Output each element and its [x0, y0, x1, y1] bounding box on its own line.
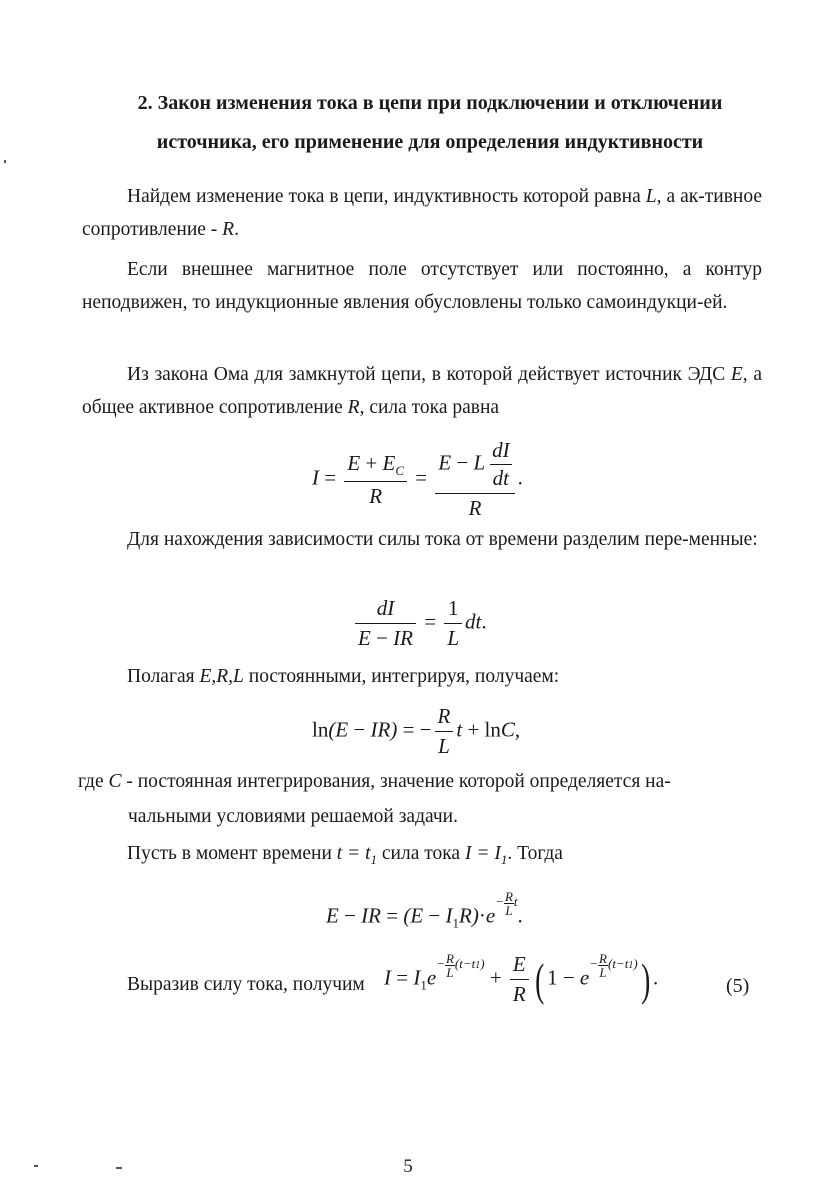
- scan-speck: [34, 1165, 38, 1167]
- paragraph-self-induction: Если внешнее магнитное поле отсутствует или постоянно, а контур неподвижен, то индукционные явления обусловлены только самоиндукци-ей.: [82, 259, 762, 313]
- scan-speck: [4, 160, 6, 163]
- section-title-line-2: источника, его применение для определения индуктивности: [156, 131, 704, 153]
- scan-speck: [116, 1167, 122, 1169]
- paragraph-integrating: Полагая E,R,L постоянными, интегрируя, получаем:: [127, 666, 560, 687]
- equation-number: (5): [726, 975, 750, 997]
- equation-log-integral: ln(E − IR) = − $\frac{R}{L}$ t + lnC,: [312, 704, 521, 758]
- paragraph-inductance-intro: Найдем изменение тока в цепи, индуктивность которой равна L, а ак-тивное сопротивление - R.: [82, 186, 763, 240]
- paragraph-initial-condition: Пусть в момент времени $t = t_1$ сила тока $I = I_1$. Тогда: [127, 843, 563, 867]
- section-title-line-1: 2. Закон изменения тока в цепи при подключении и отключении: [137, 92, 723, 114]
- equation-current-ohm: I = $\frac{E + E_C}{R}$ = E − L $\frac{dI}{dt}$ R .: [312, 438, 523, 520]
- paragraph-separate-variables: Для нахождения зависимости силы тока от времени разделим пере-менные:: [127, 529, 758, 550]
- equation-exponential: E − IR = $(E - I_1R)\cdot e^{- \frac{R}{L} t}$.: [326, 889, 523, 931]
- paragraph-integration-constant: где C - постоянная интегрирования, значение которой определяется на-: [78, 771, 671, 792]
- paragraph-express-current: Выразив силу тока, получим: [127, 974, 365, 995]
- paragraph-integration-constant-cont: чальными условиями решаемой задачи.: [128, 806, 458, 827]
- equation-separated: $\frac{dI}{E - IR}$ = $\frac{1}{L}$ dt.: [352, 596, 487, 651]
- page-number: 5: [403, 1156, 413, 1177]
- equation-final-current: $I = I_1e^{- \frac{R}{L} (t-t1)}$ + $\frac{E}{R}$ ( $1 - e^{- \frac{R}{L} (t-t1)}$) .: [384, 951, 659, 1007]
- paragraph-ohms-law: Из закона Ома для замкнутой цепи, в которой действует источник ЭДС E, а общее активное сопротивление R, сила тока равна: [82, 364, 762, 418]
